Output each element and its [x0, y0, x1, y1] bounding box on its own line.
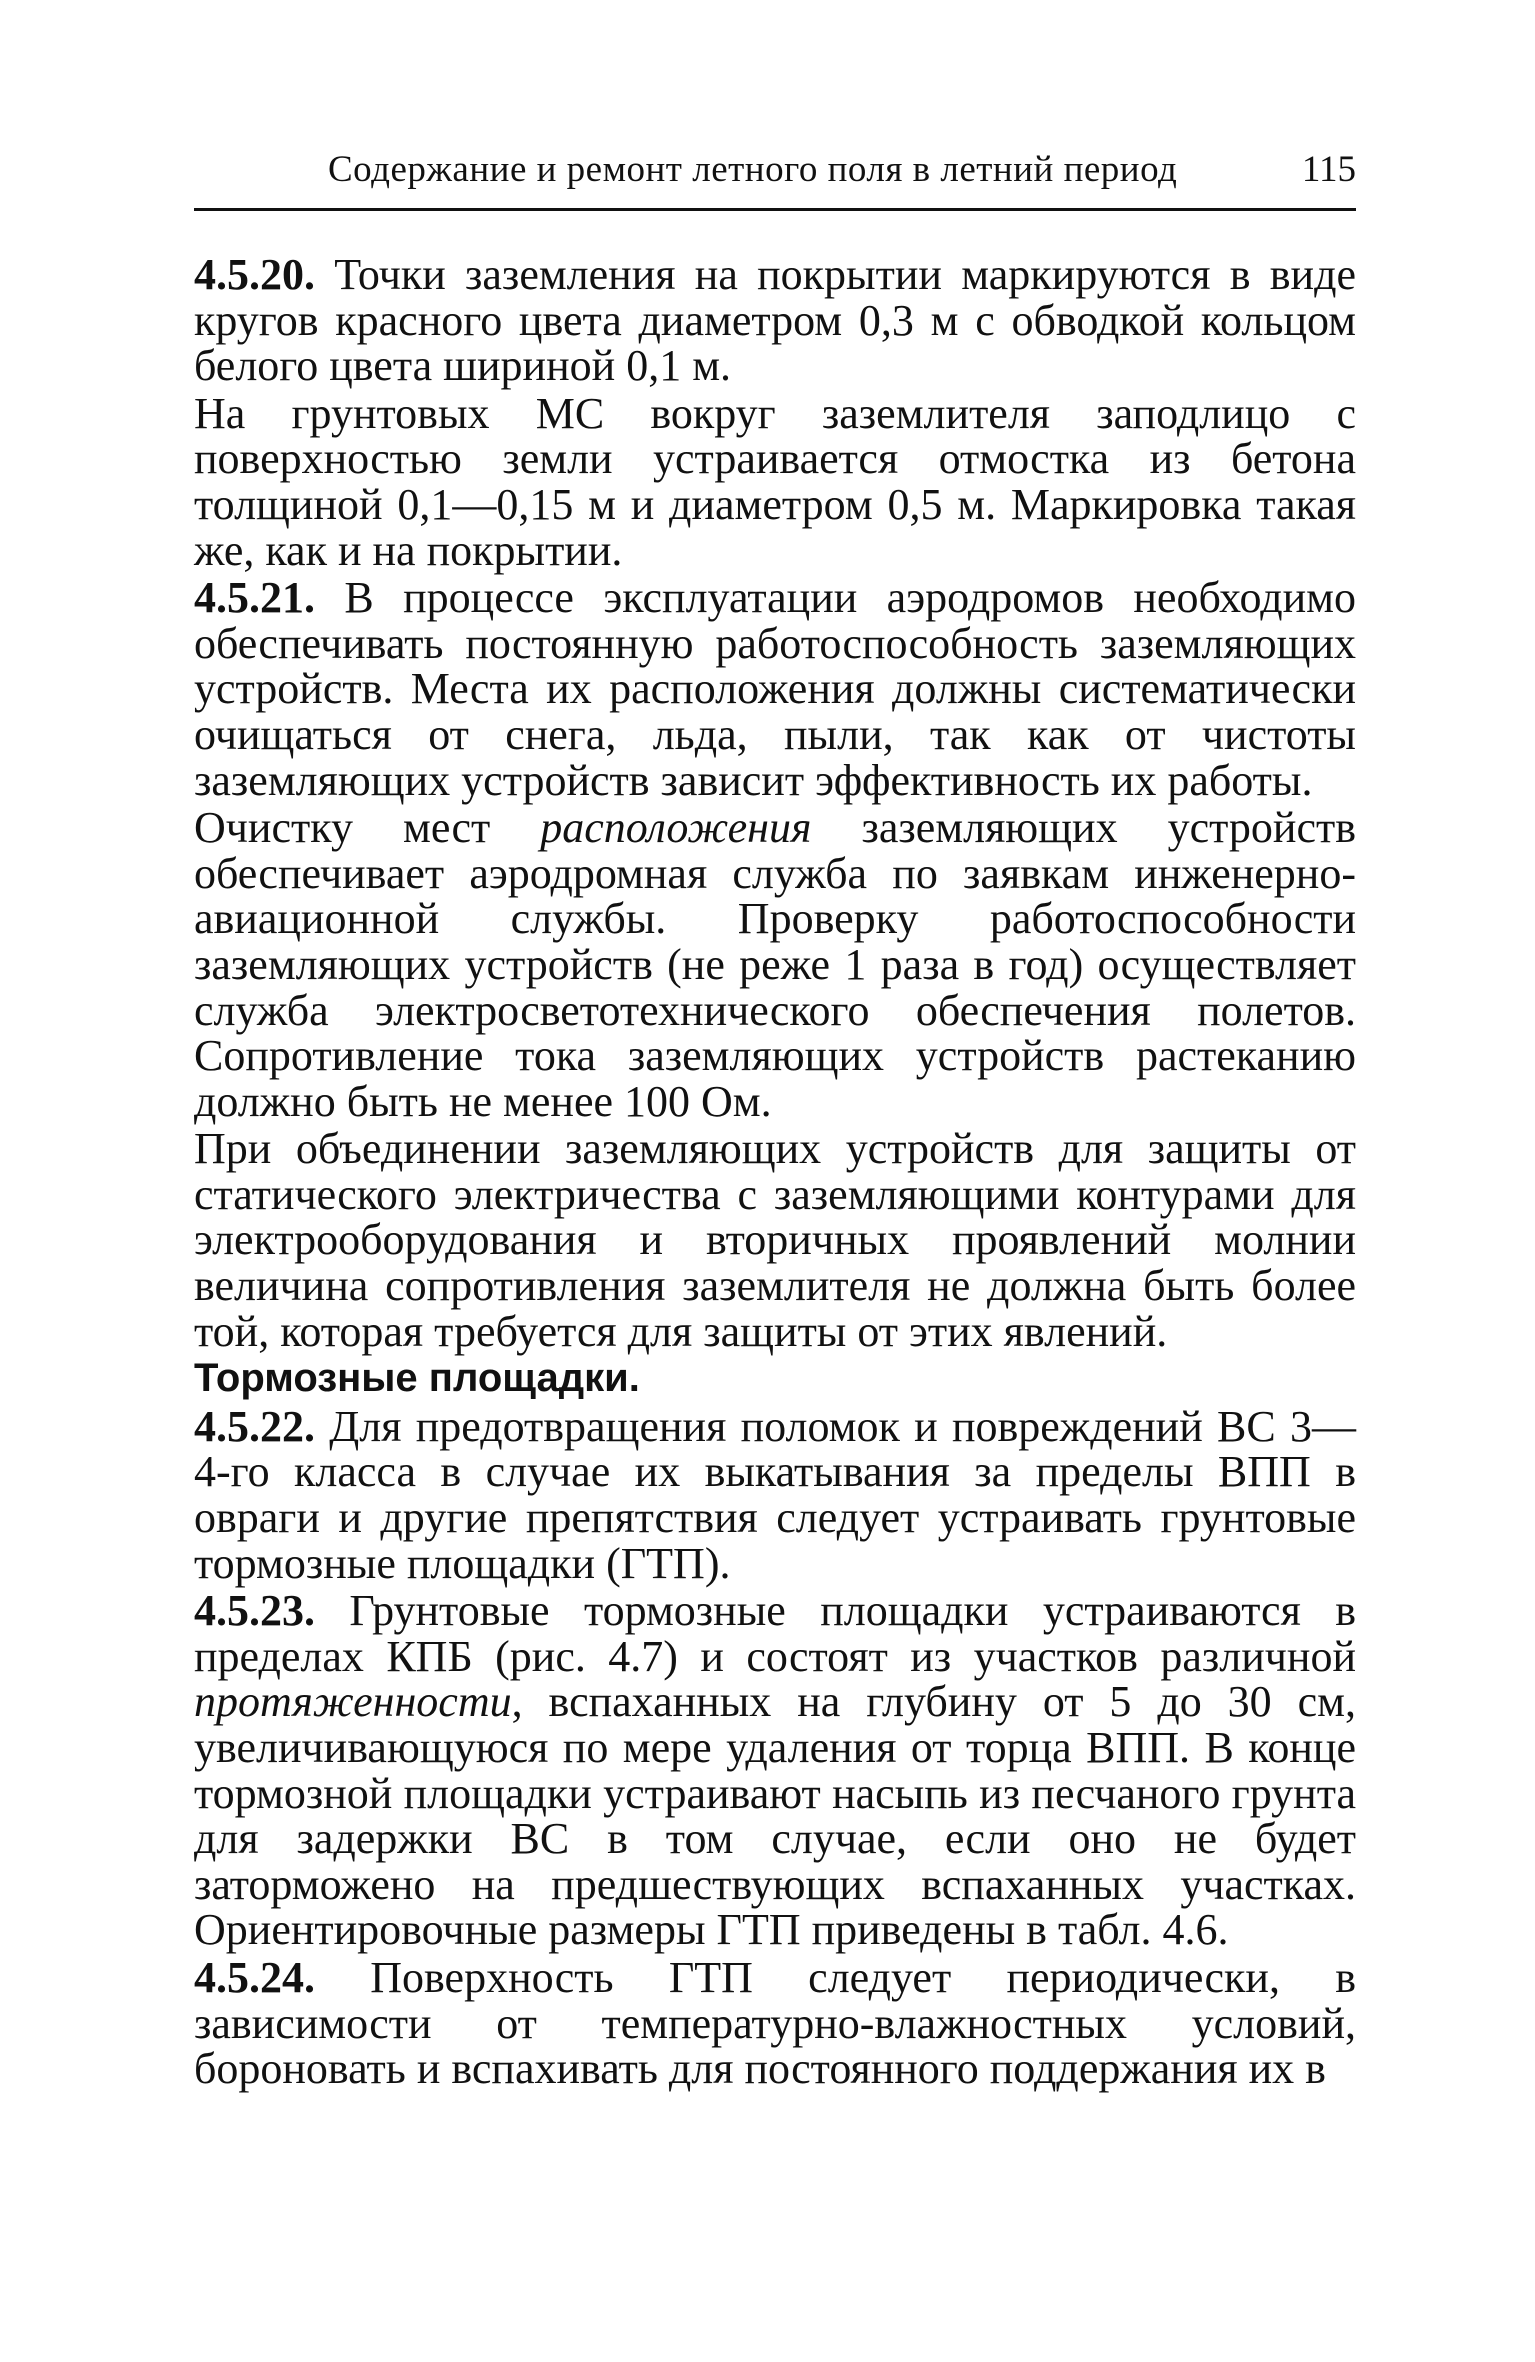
page-body — [194, 252, 1356, 2094]
paragraph-text: Очистку мест — [194, 803, 541, 853]
paragraph-text: Для предотвращения поломок и повреждений ВС 3—4-го класса в случае их выкатывания за пределы ВПП в овраги и другие препятствия следует устраивать грунтовые тормозные площадки (ГТП). — [194, 1401, 1356, 1588]
paragraph-text: заземляющих устройств обеспечивает аэродромная служба по заявкам инженерно-авиационной службы. Проверку работоспособности заземляющих устройств (не реже 1 раза в год) осуществляет служба электросветотехнического обеспечения полетов. Сопротивление тока заземляющих устройств растеканию должно быть не менее 100 Ом. — [194, 803, 1356, 1126]
section-heading: Тормозные площадки. — [194, 1356, 640, 1401]
paragraph-text: Поверхность ГТП следует периодически, в зависимости от температурно-влажностных условий, бороновать и вспахивать для постоянного поддержания их в — [194, 1952, 1356, 2094]
clause-number: 4.5.24. — [194, 1952, 315, 2002]
italic-word: протяженности — [194, 1677, 512, 1727]
running-header — [194, 148, 1356, 211]
clause-number: 4.5.22. — [194, 1401, 315, 1451]
paragraph-text: В процессе эксплуатации аэродромов необходимо обеспечивать постоянную работоспособность заземляющих устройств. Места их расположения должны систематически очищаться от снега, льда, пыли, так как от чистоты заземляющих устройств зависит эффективность их работы. — [194, 573, 1356, 805]
paragraph-4-5-22 — [194, 1401, 1356, 1588]
paragraph-text: На грунтовых МС вокруг заземлителя заподлицо с поверхностью земли устраивается отмостка из бетона толщиной 0,1—0,15 м и диаметром 0,5 м. Маркировка такая же, как и на покрытии. — [194, 388, 1356, 575]
italic-word: расположения — [540, 803, 812, 853]
clause-number: 4.5.21. — [194, 573, 315, 623]
paragraph-ground-marking — [194, 388, 1356, 575]
paragraph-text: Грунтовые тормозные площадки устраиваются в пределах КПБ (рис. 4.7) и состоят из участков различной — [194, 1586, 1356, 1681]
paragraph-4-5-21 — [194, 575, 1356, 803]
paragraph-4-5-24 — [194, 1952, 1356, 2094]
running-title: Содержание и ремонт летного поля в летний период — [328, 149, 1178, 190]
page-number: 115 — [1301, 149, 1356, 190]
paragraph-cleaning — [194, 805, 1356, 1124]
clause-number: 4.5.20. — [194, 250, 315, 299]
paragraph-4-5-20 — [194, 252, 1356, 389]
paragraph-text: Точки заземления на покрытии маркируются в виде кругов красного цвета диаметром 0,3 м с обводкой кольцом белого цвета шириной 0,1 м. — [194, 250, 1356, 391]
paragraph-combining — [194, 1126, 1356, 1354]
paragraph-text: При объединении заземляющих устройств для защиты от статического электричества с заземляющими контурами для электрооборудования и вторичных проявлений молнии величина сопротивления заземлителя не должна быть более той, которая требуется для защиты от этих явлений. — [194, 1124, 1356, 1356]
paragraph-text: , вспаханных на глубину от 5 до 30 см, увеличивающуюся по мере удаления от торца ВПП. В конце тормозной площадки устраивают насыпь из песчаного грунта для задержки ВС в том случае, если оно не будет заторможено на предшествующих вспаханных участках. Ориентировочные размеры ГТП приведены в табл. 4.6. — [194, 1677, 1356, 1955]
paragraph-4-5-23 — [194, 1588, 1356, 1953]
clause-number: 4.5.23. — [194, 1586, 315, 1636]
